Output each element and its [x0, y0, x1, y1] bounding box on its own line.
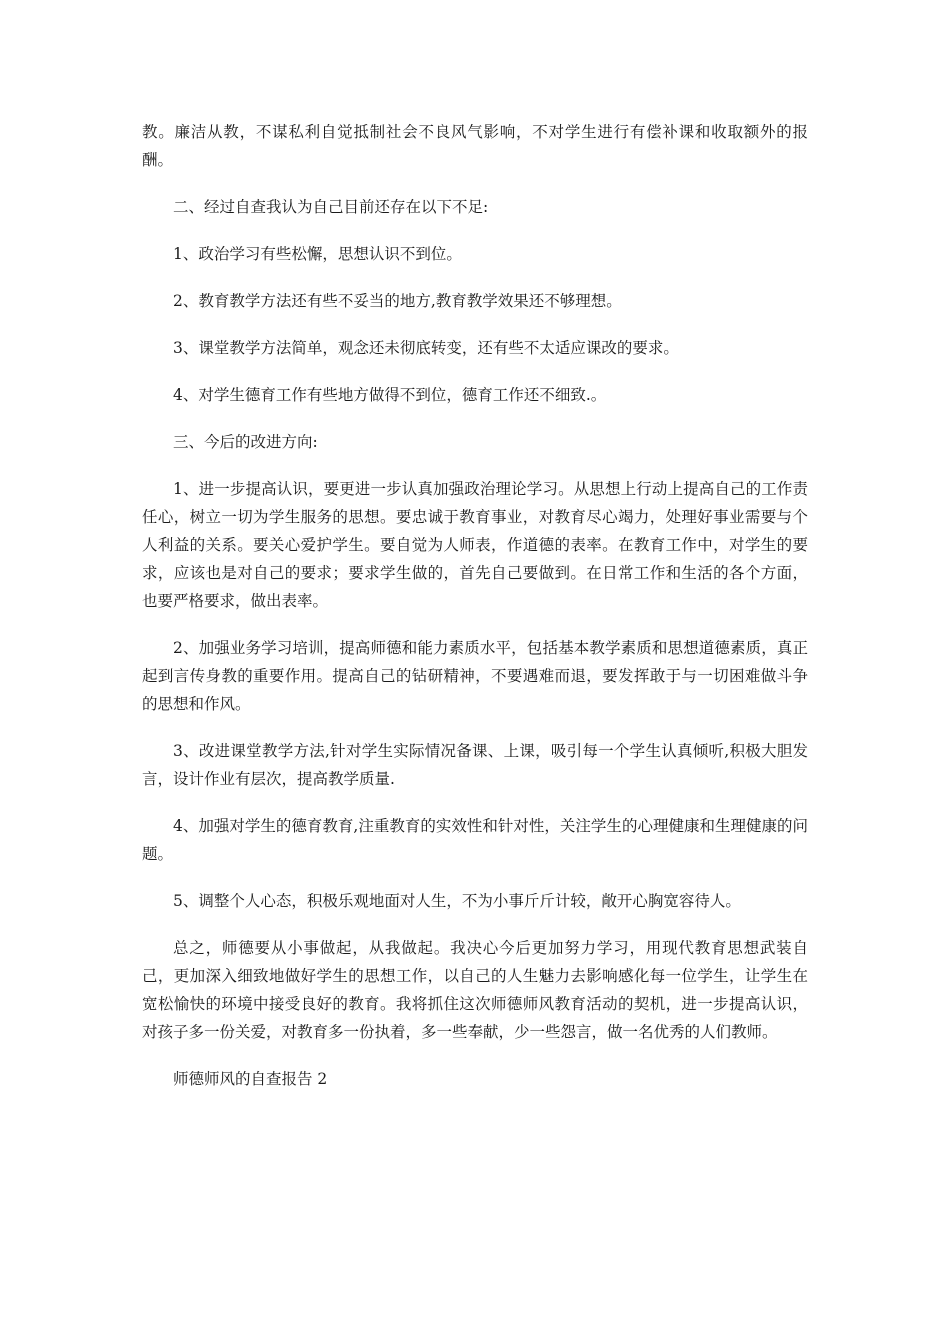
improvement-item-2: 2、加强业务学习培训，提高师德和能力素质水平，包括基本教学素质和思想道德素质，真正起到言传身教的重要作用。提高自己的钻研精神，不要遇难而退，要发挥敢于与一切困难做斗争的思想和作风。: [142, 639, 808, 713]
section-heading-shortcomings: 二、经过自查我认为自己目前还存在以下不足:: [173, 198, 489, 216]
document-body: [142, 118, 808, 1112]
shortcoming-item-3: 3、课堂教学方法简单，观念还未彻底转变，还有些不太适应课改的要求。: [173, 339, 679, 357]
improvement-item-3: 3、改进课堂教学方法,针对学生实际情况备课、上课，吸引每一个学生认真倾听,积极大胆发言，设计作业有层次，提高教学质量.: [142, 742, 808, 788]
conclusion-paragraph: 总之，师德要从小事做起，从我做起。我决心今后更加努力学习，用现代教育思想武装自己，更加深入细致地做好学生的思想工作，以自己的人生魅力去影响感化每一位学生，让学生在宽松愉快的环境中接受良好的教育。我将抓住这次师德师风教育活动的契机，进一步提高认识，对孩子多一份关爱，对教育多一份执着，多一些奉献，少一些怨言，做一名优秀的人们教师。: [142, 939, 808, 1041]
improvement-item-4: 4、加强对学生的德育教育,注重教育的实效性和针对性，关注学生的心理健康和生理健康的问题。: [142, 817, 808, 863]
next-report-title: 师德师风的自查报告 2: [173, 1070, 328, 1088]
shortcoming-item-1: 1、政治学习有些松懈，思想认识不到位。: [173, 245, 462, 263]
paragraph-continuation: 教。廉洁从教，不谋私利自觉抵制社会不良风气影响，不对学生进行有偿补课和收取额外的报酬。: [142, 123, 808, 169]
shortcoming-item-4: 4、对学生德育工作有些地方做得不到位，德育工作还不细致.。: [173, 386, 607, 404]
section-heading-improvements: 三、今后的改进方向:: [173, 433, 318, 451]
shortcoming-item-2: 2、教育教学方法还有些不妥当的地方,教育教学效果还不够理想。: [173, 292, 622, 310]
improvement-item-1: 1、进一步提高认识，要更进一步认真加强政治理论学习。从思想上行动上提高自己的工作责任心，树立一切为学生服务的思想。要忠诚于教育事业，对教育尽心竭力，处理好事业需要与个人利益的关系。要关心爱护学生。要自觉为人师表，作道德的表率。在教育工作中，对学生的要求，应该也是对自己的要求；要求学生做的，首先自己要做到。在日常工作和生活的各个方面，也要严格要求，做出表率。: [142, 480, 808, 610]
improvement-item-5: 5、调整个人心态，积极乐观地面对人生，不为小事斤斤计较，敞开心胸宽容待人。: [173, 892, 741, 910]
